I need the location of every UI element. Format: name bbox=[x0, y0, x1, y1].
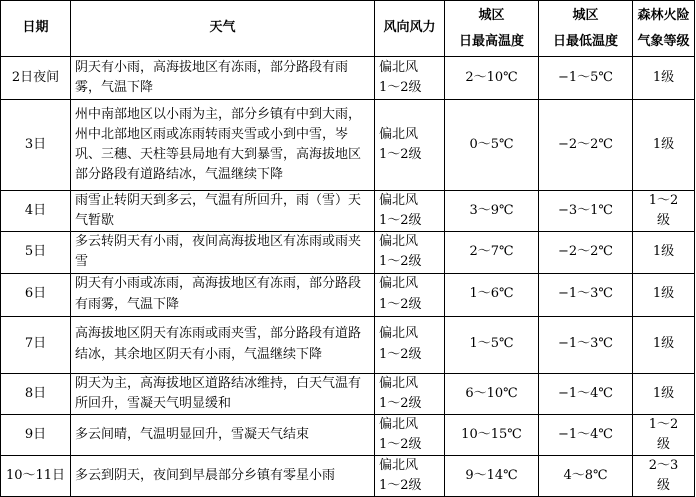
wind-level: 1～2级 bbox=[379, 147, 422, 162]
header-min-temp-line2: 日最低温度 bbox=[552, 33, 618, 49]
wind-direction: 偏北风 bbox=[379, 375, 419, 391]
fire-risk-level: 级 bbox=[656, 478, 670, 494]
wind-level: 1～2级 bbox=[379, 346, 422, 362]
wind-cell bbox=[375, 316, 445, 373]
header-weather: 天气 bbox=[71, 1, 375, 57]
fire-risk-cell bbox=[633, 373, 695, 414]
date-cell: 2日夜间 bbox=[1, 57, 71, 100]
wind-cell bbox=[375, 191, 445, 232]
max-temp-cell: 10～15℃ bbox=[445, 414, 539, 455]
max-temp-cell: 2～7℃ bbox=[445, 232, 539, 273]
fire-risk-level: 2～3 bbox=[648, 458, 679, 474]
max-temp-cell: 6～10℃ bbox=[445, 373, 539, 414]
header-fire-risk-line2: 气象等级 bbox=[637, 33, 690, 49]
date-cell: 6日 bbox=[1, 273, 71, 316]
table-row bbox=[1, 456, 695, 497]
fire-risk-level: 级 bbox=[656, 436, 670, 452]
table-row bbox=[1, 232, 695, 273]
wind-direction: 偏北风 bbox=[379, 276, 419, 292]
wind-direction: 偏北风 bbox=[379, 193, 419, 208]
wind-level: 1～2级 bbox=[379, 254, 422, 270]
date-cell: 7日 bbox=[1, 316, 71, 373]
wind-cell bbox=[375, 232, 445, 273]
wind-direction: 偏北风 bbox=[379, 416, 419, 432]
fire-risk-cell bbox=[633, 414, 695, 455]
header-min-temp bbox=[539, 1, 633, 57]
table-row bbox=[1, 373, 695, 414]
max-temp-cell: 0～5℃ bbox=[445, 100, 539, 191]
fire-risk-level: 1级 bbox=[652, 244, 675, 260]
header-fire-risk bbox=[633, 1, 695, 57]
min-temp-cell: −3～1℃ bbox=[539, 191, 633, 232]
min-temp-cell: −1～3℃ bbox=[539, 316, 633, 373]
weather-cell: 阴天为主，高海拔地区道路结冰维持，白天气温有所回升，雪凝天气明显缓和 bbox=[71, 373, 375, 414]
weather-cell: 高海拔地区阴天有冻雨或雨夹雪，部分路段有道路结冰，其余地区阴天有小雨，气温继续下降 bbox=[71, 316, 375, 373]
min-temp-cell: −1～5℃ bbox=[539, 57, 633, 100]
weather-cell: 多云间晴，气温明显回升，雪凝天气结束 bbox=[71, 414, 375, 455]
wind-cell bbox=[375, 373, 445, 414]
fire-risk-level: 1级 bbox=[652, 336, 675, 352]
wind-direction: 偏北风 bbox=[379, 234, 419, 250]
fire-risk-cell bbox=[633, 232, 695, 273]
weather-cell: 阴天有小雨或冻雨，高海拔地区有冻雨，部分路段有雨雾，气温下降 bbox=[71, 273, 375, 316]
min-temp-cell: −2～2℃ bbox=[539, 232, 633, 273]
header-min-temp-line1: 城区 bbox=[572, 7, 599, 23]
max-temp-cell: 3～9℃ bbox=[445, 191, 539, 232]
fire-risk-cell bbox=[633, 100, 695, 191]
wind-direction: 偏北风 bbox=[379, 126, 419, 142]
header-max-temp-line1: 城区 bbox=[478, 7, 505, 23]
fire-risk-cell bbox=[633, 273, 695, 316]
wind-cell bbox=[375, 273, 445, 316]
table-row bbox=[1, 57, 695, 100]
fire-risk-level: 1级 bbox=[652, 385, 675, 401]
weather-cell: 多云转阴天有小雨，夜间高海拔地区有冻雨或雨夹雪 bbox=[71, 232, 375, 273]
header-row bbox=[1, 1, 695, 57]
weather-cell: 多云到阴天，夜间到早晨部分乡镇有零星小雨 bbox=[71, 456, 375, 497]
fire-risk-level: 1级 bbox=[652, 69, 675, 85]
fire-risk-level: 1级 bbox=[652, 136, 675, 152]
weather-cell: 雨雪止转阴天到多云，气温有所回升，雨（雪）天气暂歇 bbox=[71, 191, 375, 232]
header-max-temp bbox=[445, 1, 539, 57]
fire-risk-cell bbox=[633, 191, 695, 232]
fire-risk-cell bbox=[633, 316, 695, 373]
wind-level: 1～2级 bbox=[379, 296, 422, 312]
fire-risk-level: 1～2 bbox=[648, 193, 679, 208]
max-temp-cell: 1～6℃ bbox=[445, 273, 539, 316]
min-temp-cell: −1～4℃ bbox=[539, 414, 633, 455]
header-wind: 风向风力 bbox=[375, 1, 445, 57]
min-temp-cell: −2～2℃ bbox=[539, 100, 633, 191]
max-temp-cell: 9～14℃ bbox=[445, 456, 539, 497]
wind-direction: 偏北风 bbox=[379, 458, 419, 474]
fire-risk-cell bbox=[633, 57, 695, 100]
header-max-temp-line2: 日最高温度 bbox=[458, 33, 524, 49]
wind-level: 1～2级 bbox=[379, 478, 422, 494]
wind-direction: 偏北风 bbox=[379, 326, 419, 342]
wind-level: 1～2级 bbox=[379, 395, 422, 411]
table-row bbox=[1, 100, 695, 191]
date-cell: 8日 bbox=[1, 373, 71, 414]
wind-cell bbox=[375, 414, 445, 455]
wind-cell bbox=[375, 100, 445, 191]
header-date: 日期 bbox=[1, 1, 71, 57]
wind-direction: 偏北风 bbox=[379, 59, 419, 75]
table-row bbox=[1, 414, 695, 455]
wind-cell bbox=[375, 57, 445, 100]
max-temp-cell: 2～10℃ bbox=[445, 57, 539, 100]
weather-cell: 阴天有小雨，高海拔地区有冻雨，部分路段有雨雾，气温下降 bbox=[71, 57, 375, 100]
date-cell: 10～11日 bbox=[1, 456, 71, 497]
wind-level: 1～2级 bbox=[379, 80, 422, 95]
min-temp-cell: −1～3℃ bbox=[539, 273, 633, 316]
wind-level: 1～2级 bbox=[379, 213, 422, 229]
fire-risk-level: 1～2 bbox=[648, 416, 679, 432]
fire-risk-level: 1级 bbox=[652, 286, 675, 302]
wind-cell bbox=[375, 456, 445, 497]
wind-level: 1～2级 bbox=[379, 436, 422, 452]
date-cell: 5日 bbox=[1, 232, 71, 273]
table-row bbox=[1, 273, 695, 316]
date-cell: 3日 bbox=[1, 100, 71, 191]
date-cell: 4日 bbox=[1, 191, 71, 232]
fire-risk-level: 级 bbox=[656, 213, 670, 229]
weather-cell: 州中南部地区以小雨为主，部分乡镇有中到大雨，州中北部地区雨或冻雨转雨夹雪或小到中雪，岑巩、三穗、天柱等县局地有大到暴雪，高海拔地区部分路段有道路结冰，气温继续下降 bbox=[71, 100, 375, 191]
header-fire-risk-line1: 森林火险 bbox=[637, 7, 690, 23]
fire-risk-cell bbox=[633, 456, 695, 497]
min-temp-cell: −1～4℃ bbox=[539, 373, 633, 414]
date-cell: 9日 bbox=[1, 414, 71, 455]
table-row bbox=[1, 191, 695, 232]
table-row bbox=[1, 316, 695, 373]
min-temp-cell: 4～8℃ bbox=[539, 456, 633, 497]
max-temp-cell: 1～5℃ bbox=[445, 316, 539, 373]
